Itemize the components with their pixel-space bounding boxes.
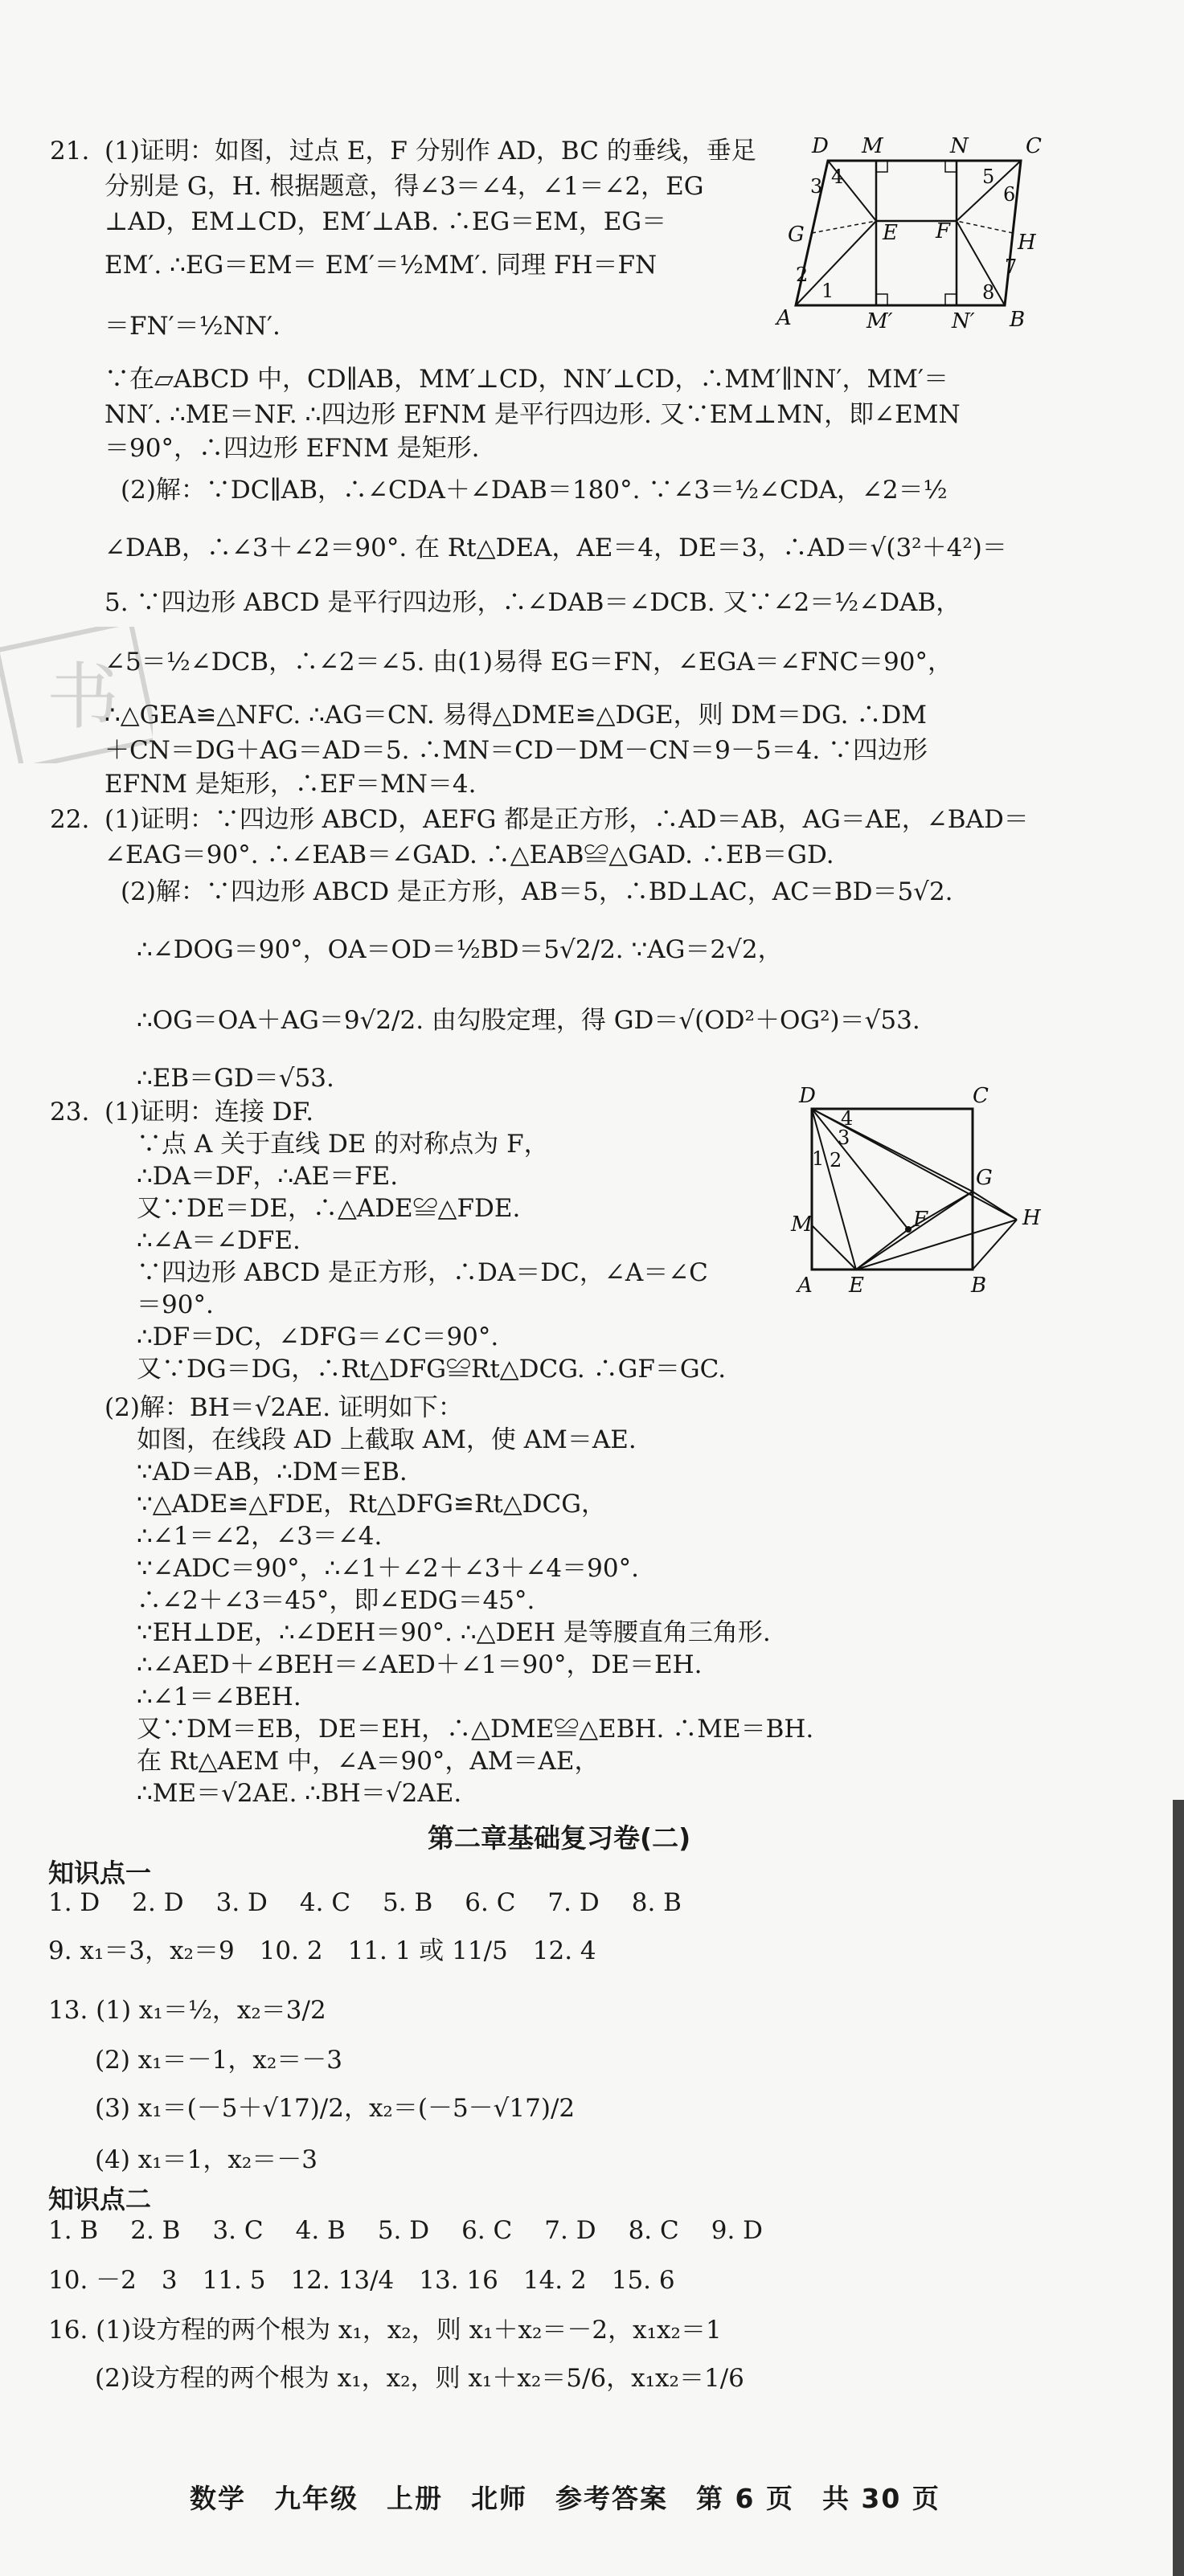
q23-line: ∵△ADE≌△FDE，Rt△DFG≌Rt△DCG， xyxy=(137,1490,606,1519)
q21-parallelogram-figure xyxy=(772,129,1061,337)
q23-line: 在 Rt△AEM 中，∠A＝90°，AM＝AE， xyxy=(137,1747,600,1776)
q23-line: ∴∠AED＋∠BEH＝∠AED＋∠1＝90°，DE＝EH. xyxy=(137,1650,703,1679)
q23-line: 又∵DM＝EB，DE＝EH，∴△DME≌△EBH. ∴ME＝BH. xyxy=(137,1715,814,1744)
fig23-label-E: E xyxy=(849,1274,864,1298)
q23-number: 23. xyxy=(50,1098,90,1126)
kp2-fill-row: 10. －2 3 11. 5 12. 13/4 13. 16 14. 2 15. 6 xyxy=(48,2266,675,2295)
kp2-heading: 知识点二 xyxy=(48,2184,152,2214)
kp1-answer: 3. D xyxy=(215,1888,268,1917)
q23-line: ∵点 A 关于直线 DE 的对称点为 F， xyxy=(137,1130,549,1159)
q23-line: (2)解：BH＝√2AE. 证明如下： xyxy=(104,1393,463,1422)
fig23-label-A: A xyxy=(797,1274,813,1298)
q23-line: ∴∠1＝∠2，∠3＝∠4. xyxy=(137,1522,383,1551)
kp2-q16-line: (2)设方程的两个根为 x₁，x₂，则 x₁＋x₂＝5/6，x₁x₂＝1/6 xyxy=(95,2364,744,2393)
q21-line: ＋CN＝DG＋AG＝AD＝5. ∴MN＝CD－DM－CN＝9－5＝4. ∵四边形 xyxy=(104,736,928,765)
kp1-answer: 1. D xyxy=(48,1888,100,1917)
q23-line: ∵AD＝AB，∴DM＝EB. xyxy=(137,1458,408,1486)
kp1-q13-line: (4) x₁＝1，x₂＝－3 xyxy=(95,2145,318,2174)
fig21-angle-4: 4 xyxy=(831,166,844,188)
kp1-choice-row xyxy=(48,1887,714,1919)
kp2-answer: 9. D xyxy=(711,2216,764,2245)
q23-line: 如图，在线段 AD 上截取 AM，使 AM＝AE. xyxy=(137,1425,637,1454)
kp1-heading: 知识点一 xyxy=(48,1858,152,1888)
fig21-label-A: A xyxy=(776,306,792,330)
q22-line: (1)证明：∵四边形 ABCD，AEFG 都是正方形，∴AD＝AB，AG＝AE，∠BAD＝ xyxy=(104,805,1029,834)
q23-line: 又∵DE＝DE，∴△ADE≌△FDE. xyxy=(137,1194,521,1223)
q23-line: (1)证明：连接 DF. xyxy=(104,1098,314,1126)
kp1-fill-row: 9. x₁＝3，x₂＝9 10. 2 11. 1 或 11/5 12. 4 xyxy=(48,1936,596,1965)
q23-line: ∴ME＝√2AE. ∴BH＝√2AE. xyxy=(137,1779,462,1808)
watermark-stamp-text: 书 xyxy=(47,655,119,739)
q21-line: (2)解：∵DC∥AB，∴∠CDA＋∠DAB＝180°. ∵∠3＝½∠CDA，∠2＝½ xyxy=(121,476,948,505)
fig21-label-E: E xyxy=(883,221,898,245)
q22-line: (2)解：∵四边形 ABCD 是正方形，AB＝5，∴BD⊥AC，AC＝BD＝5√2. xyxy=(121,877,953,906)
kp1-answer: 6. C xyxy=(465,1888,516,1917)
kp1-answer: 5. B xyxy=(383,1888,433,1917)
fig21-angle-5: 5 xyxy=(982,166,995,188)
kp1-answer: 2. D xyxy=(132,1888,184,1917)
q21-line: ∴△GEA≌△NFC. ∴AG＝CN. 易得△DME≌△DGE，则 DM＝DG. ∴DM xyxy=(104,701,927,730)
q23-line: ∴DF＝DC，∠DFG＝∠C＝90°. xyxy=(137,1323,499,1351)
q23-square-figure xyxy=(788,1085,1077,1310)
fig21-label-N-prime: N′ xyxy=(952,309,975,333)
q21-line: EFNM 是矩形，∴EF＝MN＝4. xyxy=(104,770,477,799)
q21-line: ∠DAB，∴∠3＋∠2＝90°. 在 Rt△DEA，AE＝4，DE＝3，∴AD＝√(3²＋4²)＝ xyxy=(104,534,1007,562)
q21-line: ⊥AD，EM⊥CD，EM′⊥AB. ∴EG＝EM，EG＝ xyxy=(104,207,667,236)
fig21-label-B: B xyxy=(1010,308,1026,332)
fig21-angle-3: 3 xyxy=(810,175,823,198)
fig23-angle-2: 2 xyxy=(830,1149,842,1171)
kp1-answer: 8. B xyxy=(631,1888,682,1917)
kp2-answer: 1. B xyxy=(48,2216,99,2245)
fig23-label-H: H xyxy=(1022,1206,1041,1230)
kp1-answer: 4. C xyxy=(299,1888,351,1917)
kp2-answer: 8. C xyxy=(628,2216,679,2245)
q22-line: ∴∠DOG＝90°，OA＝OD＝½BD＝5√2/2. ∵AG＝2√2， xyxy=(137,935,783,964)
fig21-angle-2: 2 xyxy=(796,264,809,286)
q21-line: ＝90°，∴四边形 EFNM 是矩形. xyxy=(104,434,480,463)
q21-line: NN′. ∴ME＝NF. ∴四边形 EFNM 是平行四边形. 又∵EM⊥MN，即∠EMN xyxy=(104,400,961,429)
scan-edge-shadow xyxy=(1173,1800,1184,2576)
kp1-answer: 7. D xyxy=(547,1888,600,1917)
fig23-angle-3: 3 xyxy=(838,1126,850,1149)
fig21-label-F: F xyxy=(936,219,951,243)
q21-line: ∠5＝½∠DCB，∴∠2＝∠5. 由(1)易得 EG＝FN，∠EGA＝∠FNC＝90°， xyxy=(104,648,953,677)
q21-line: 分别是 G，H. 根据题意，得∠3＝∠4，∠1＝∠2，EG xyxy=(104,172,704,201)
q21-line: ∵在▱ABCD 中，CD∥AB，MM′⊥CD，NN′⊥CD，∴MM′∥NN′，MM′＝ xyxy=(104,365,948,394)
q23-line: ∴DA＝DF，∴AE＝FE. xyxy=(137,1162,399,1191)
kp2-answer: 7. D xyxy=(544,2216,596,2245)
q21-line: EM′. ∴EG＝EM＝ EM′＝½MM′. 同理 FH＝FN xyxy=(104,251,658,280)
q23-line: ∴∠2＋∠3＝45°，即∠EDG＝45°. xyxy=(137,1586,535,1615)
kp2-choice-row xyxy=(48,2214,795,2247)
kp2-answer: 2. B xyxy=(130,2216,181,2245)
q23-line: ∵四边形 ABCD 是正方形，∴DA＝DC，∠A＝∠C xyxy=(137,1258,708,1287)
fig21-angle-7: 7 xyxy=(1005,256,1018,278)
kp2-answer: 3. C xyxy=(212,2216,264,2245)
kp2-answer: 6. C xyxy=(461,2216,513,2245)
fig21-angle-1: 1 xyxy=(821,280,834,302)
watermark-stamp xyxy=(0,627,153,763)
q22-line: ∴EB＝GD＝√53. xyxy=(137,1064,334,1093)
fig23-angle-4: 4 xyxy=(841,1107,854,1130)
q22-line: ∠EAG＝90°. ∴∠EAB＝∠GAD. ∴△EAB≌△GAD. ∴EB＝GD. xyxy=(104,840,834,869)
fig21-angle-6: 6 xyxy=(1003,183,1016,206)
fig23-label-B: B xyxy=(971,1274,987,1298)
fig21-label-M: M xyxy=(862,134,883,158)
q23-line: 又∵DG＝DG，∴Rt△DFG≌Rt△DCG. ∴GF＝GC. xyxy=(137,1355,727,1384)
kp1-q13-line: (3) x₁＝(－5＋√17)/2，x₂＝(－5－√17)/2 xyxy=(95,2094,576,2123)
fig21-label-C: C xyxy=(1026,134,1042,158)
q23-line: ＝90°. xyxy=(137,1290,214,1319)
fig21-label-N: N xyxy=(950,134,969,158)
q23-line: ∴∠1＝∠BEH. xyxy=(137,1683,301,1711)
q21-line: ＝FN′＝½NN′. xyxy=(104,312,281,341)
kp1-q13-line: (2) x₁＝－1，x₂＝－3 xyxy=(95,2046,343,2075)
q21-number: 21. xyxy=(50,137,90,166)
q22-number: 22. xyxy=(50,805,90,834)
fig21-angle-8: 8 xyxy=(982,281,995,304)
fig21-label-M-prime: M′ xyxy=(866,309,893,333)
fig23-label-C: C xyxy=(973,1085,989,1108)
q23-line: ∴∠A＝∠DFE. xyxy=(137,1226,301,1255)
fig23-label-G: G xyxy=(976,1166,993,1190)
q21-line: 5. ∵四边形 ABCD 是平行四边形，∴∠DAB＝∠DCB. 又∵∠2＝½∠DAB， xyxy=(104,588,961,617)
kp2-answer: 4. B xyxy=(295,2216,346,2245)
page-footer: 数学 九年级 上册 北师 参考答案 第 6 页 共 30 页 xyxy=(190,2483,940,2514)
kp2-answer: 5. D xyxy=(377,2216,430,2245)
fig23-angle-1: 1 xyxy=(812,1147,825,1170)
q22-line: ∴OG＝OA＋AG＝9√2/2. 由勾股定理，得 GD＝√(OD²＋OG²)＝√53. xyxy=(137,1006,920,1035)
fig23-label-M: M xyxy=(791,1212,813,1237)
fig21-label-D: D xyxy=(812,134,829,158)
q23-line: ∵EH⊥DE，∴∠DEH＝90°. ∴△DEH 是等腰直角三角形. xyxy=(137,1618,771,1647)
fig23-label-F: F xyxy=(913,1208,928,1232)
q23-line: ∵∠ADC＝90°，∴∠1＋∠2＋∠3＋∠4＝90°. xyxy=(137,1554,639,1583)
section-title: 第二章基础复习卷(二) xyxy=(428,1822,691,1854)
fig23-label-D: D xyxy=(799,1085,816,1108)
kp1-q13-line: 13. (1) x₁＝½，x₂＝3/2 xyxy=(48,1996,326,2025)
kp2-q16-line: 16. (1)设方程的两个根为 x₁，x₂，则 x₁＋x₂＝－2，x₁x₂＝1 xyxy=(48,2316,722,2345)
fig21-label-G: G xyxy=(788,223,805,247)
fig21-label-H: H xyxy=(1018,231,1036,255)
q21-line: (1)证明：如图，过点 E，F 分别作 AD，BC 的垂线，垂足 xyxy=(104,137,756,166)
